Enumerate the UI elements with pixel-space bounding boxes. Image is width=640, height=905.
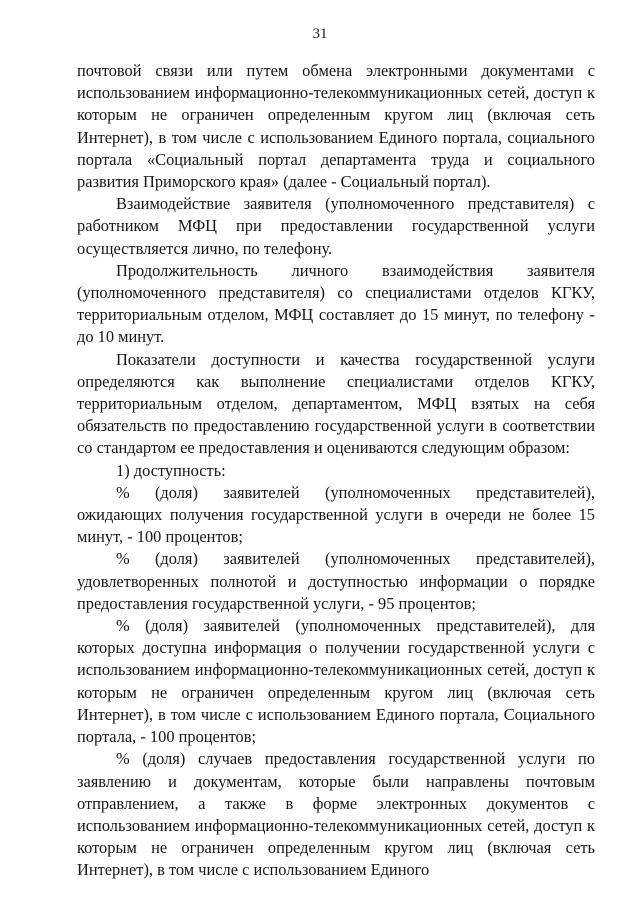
- paragraph-interaction-mfc: Взаимодействие заявителя (уполномоченного представителя) с работником МФЦ при предоставлении государственной услуги осуществляется лично, по телефону.: [77, 194, 595, 258]
- paragraph-quality-indicators: Показатели доступности и качества государственной услуги определяются как выполнение специалистами отделов КГКУ, территориальным отделом, департаментом, МФЦ взятых на себя обязательств по предоставлению государственной услуги в соответствии со стандартом ее предоставления и оцениваются следующим образом:: [77, 349, 595, 458]
- paragraph-accessibility-heading: 1) доступность:: [116, 460, 226, 480]
- paragraph-indicator-satisfaction: % (доля) заявителей (уполномоченных представителей), удовлетворенных полнотой и доступностью информации о порядке предоставления государственной услуги, - 95 процентов;: [77, 549, 595, 613]
- paragraph-interaction-duration: Продолжительность личного взаимодействия заявителя (уполномоченного представителя) со специалистами отделов КГКУ, территориальным отделом, МФЦ составляет до 15 минут, по телефону - до 10 минут.: [77, 260, 595, 347]
- document-body: [77, 60, 595, 882]
- paragraph-continuation: почтовой связи или путем обмена электронными документами с использованием информационно-телекоммуникационных сетей, доступ к которым не ограничен определенным кругом лиц (включая сеть Интернет), в том числе с использованием Единого портала, социального портала «Социальный портал департамента труда и социального развития Приморского края» (далее - Социальный портал).: [77, 61, 595, 192]
- page-number: 31: [312, 26, 328, 42]
- paragraph-indicator-electronic: % (доля) случаев предоставления государственной услуги по заявлению и документам, которые были направлены почтовым отправлением, а также в форме электронных документов с использованием информационно-телекоммуникационных сетей, доступ к которым не ограничен определенным кругом лиц (включая сеть Интернет), в том числе с использованием Единого: [77, 749, 595, 880]
- paragraph-indicator-queue: % (доля) заявителей (уполномоченных представителей), ожидающих получения государственной услуги в очереди не более 15 минут, - 100 процентов;: [77, 482, 595, 547]
- paragraph-indicator-online-info: % (доля) заявителей (уполномоченных представителей), для которых доступна информация о получении государственной услуги с использованием информационно-телекоммуникационных сетей, доступ к которым не ограничен определенным кругом лиц (включая сеть Интернет), в том числе с использованием Единого портала, Социального портала, - 100 процентов;: [77, 616, 595, 747]
